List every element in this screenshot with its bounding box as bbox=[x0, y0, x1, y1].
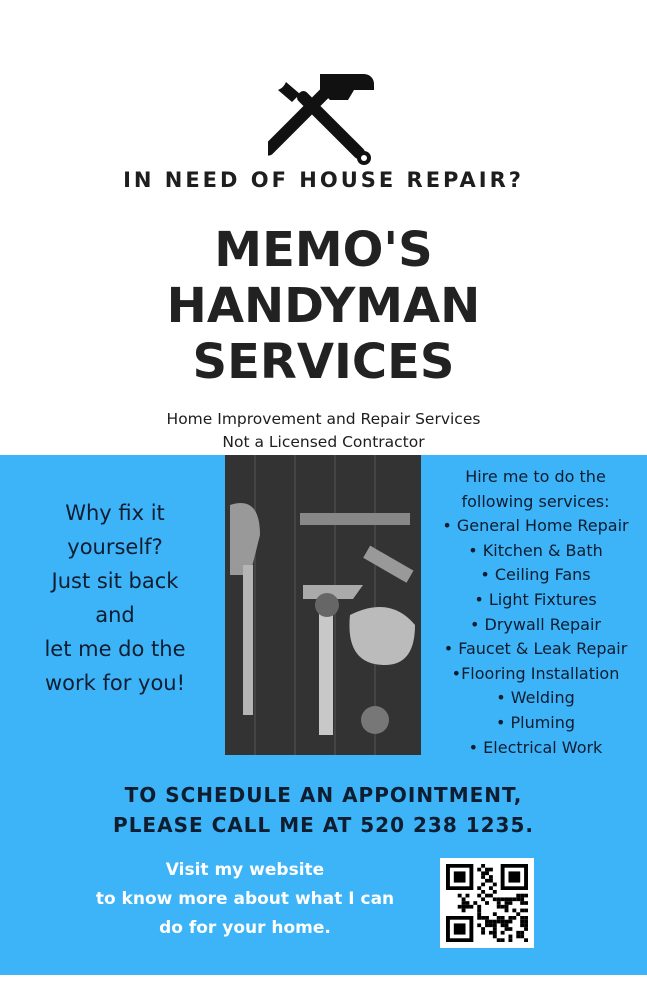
website-line: do for your home. bbox=[159, 918, 331, 938]
title-line: HANDYMAN bbox=[166, 278, 481, 334]
service-item: • Light Fixtures bbox=[474, 589, 597, 609]
subtitle-line: Not a Licensed Contractor bbox=[222, 433, 425, 451]
qr-code[interactable] bbox=[440, 858, 534, 948]
subtitle-line: Home Improvement and Repair Services bbox=[166, 410, 481, 428]
service-item: •Flooring Installation bbox=[451, 663, 620, 683]
website-line: to know more about what I can bbox=[95, 889, 395, 909]
service-item: • Kitchen & Bath bbox=[468, 540, 603, 560]
service-item: • Electrical Work bbox=[468, 737, 603, 757]
qr-code-icon bbox=[446, 864, 528, 942]
service-item: • Faucet & Leak Repair bbox=[443, 639, 628, 659]
pitch-line: Why fix it bbox=[65, 501, 165, 525]
tools-photo bbox=[225, 455, 421, 755]
cta-line: TO SCHEDULE AN APPOINTMENT, bbox=[124, 783, 523, 807]
title-line: SERVICES bbox=[192, 334, 455, 390]
hammer-wrench-icon bbox=[268, 74, 378, 168]
tagline: IN NEED OF HOUSE REPAIR? bbox=[123, 168, 524, 192]
services-intro: Hire me to do the bbox=[465, 467, 606, 486]
pitch-line: let me do the bbox=[44, 637, 186, 661]
cta-line: PLEASE CALL ME AT 520 238 1235. bbox=[113, 813, 534, 837]
website-line: Visit my website bbox=[165, 860, 325, 880]
services-list bbox=[424, 465, 647, 760]
service-item: • Pluming bbox=[495, 712, 576, 732]
pitch-text bbox=[10, 496, 220, 700]
service-item: • General Home Repair bbox=[442, 516, 629, 536]
pitch-line: yourself? bbox=[67, 535, 163, 559]
services-intro: following services: bbox=[461, 491, 610, 511]
subtitle bbox=[0, 408, 647, 454]
service-item: • Drywall Repair bbox=[470, 614, 601, 634]
website-text bbox=[70, 856, 420, 943]
pitch-line: and bbox=[95, 603, 135, 627]
pitch-line: work for you! bbox=[44, 671, 186, 695]
call-to-action bbox=[0, 780, 647, 840]
service-item: • Ceiling Fans bbox=[480, 565, 591, 585]
title-line: MEMO'S bbox=[214, 222, 433, 278]
service-item: • Welding bbox=[496, 688, 575, 708]
pitch-line: Just sit back bbox=[51, 569, 179, 593]
page-title bbox=[0, 222, 647, 390]
